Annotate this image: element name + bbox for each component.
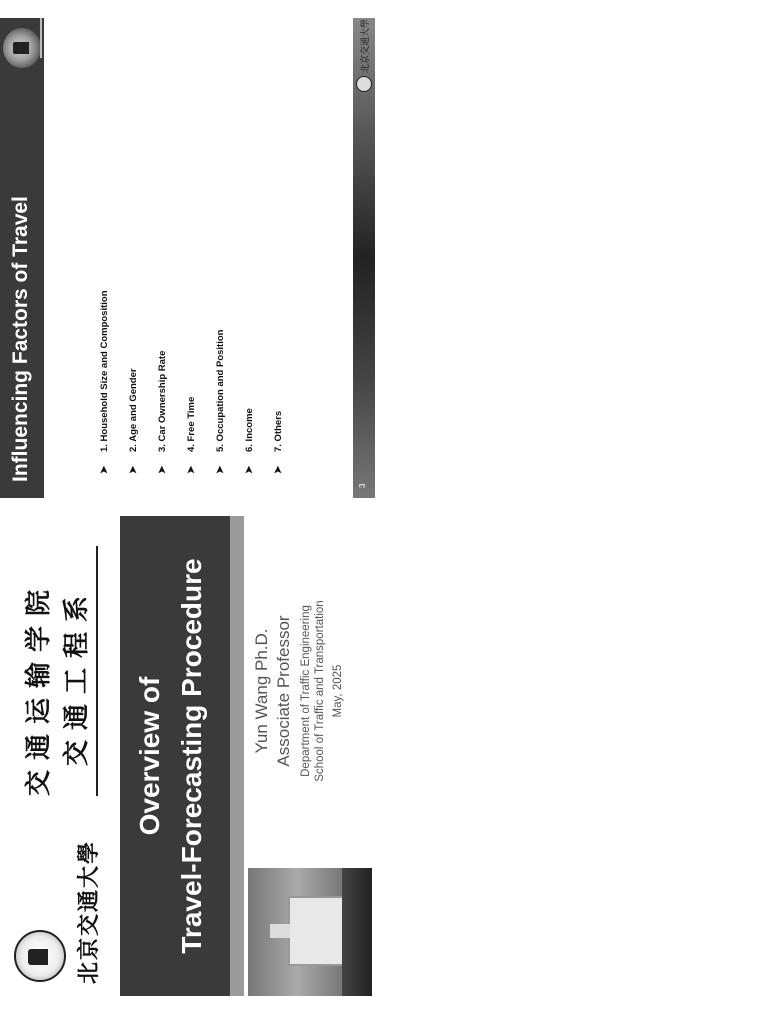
footer-logo-text: 北京交通大學 (360, 18, 371, 73)
list-item: ➤ 1. Household Size and Composition (99, 290, 110, 474)
arrow-bullet-icon: ➤ (215, 465, 226, 474)
list-item: ➤ 4. Free Time (186, 396, 197, 474)
building-shape (288, 896, 346, 966)
arrow-bullet-icon: ➤ (244, 465, 255, 474)
department-name-cn: 交通工程系 (62, 585, 92, 766)
university-seal-icon (14, 930, 66, 982)
author-school: School of Traffic and Transportation (314, 600, 326, 782)
list-item: ➤ 5. Occupation and Position (215, 329, 226, 474)
arrow-bullet-icon: ➤ (273, 465, 284, 474)
arrow-bullet-icon: ➤ (186, 465, 197, 474)
slide-3-content (0, 18, 375, 498)
title-bar (0, 18, 44, 498)
arrow-bullet-icon: ➤ (99, 465, 110, 474)
list-item: ➤ 6. Income (244, 408, 255, 474)
presentation-date: May, 2025 (332, 664, 344, 718)
footer-logo (356, 18, 372, 92)
university-name-calligraphy: 北京交通大學 (76, 839, 102, 984)
slide-1 (0, 516, 375, 996)
author-rank: Associate Professor (274, 615, 293, 767)
campus-emblem-icon (3, 28, 41, 68)
slide-title-line2: Travel-Forecasting Procedure (176, 558, 207, 954)
list-item: ➤ 7. Others (273, 410, 284, 474)
campus-photo (248, 868, 372, 996)
cover-header (0, 516, 110, 996)
list-item: ➤ 3. Car Ownership Rate (157, 350, 168, 474)
slide-title: Influencing Factors of Travel (9, 196, 32, 482)
accent-strip (230, 516, 244, 996)
trees-shape (342, 868, 372, 996)
author-block (252, 526, 344, 856)
author-name: Yun Wang Ph.D. (252, 628, 271, 754)
arrow-bullet-icon: ➤ (157, 465, 168, 474)
footer-seal-icon (356, 76, 372, 92)
slide-title-line1: Overview of (134, 676, 165, 836)
author-department: Department of Traffic Engineering (300, 605, 312, 777)
factor-list (90, 290, 293, 474)
school-name-cn: 交通运输学院 (24, 579, 54, 796)
page-number: 3 (358, 483, 367, 488)
header-divider (96, 546, 98, 796)
arrow-bullet-icon: ➤ (128, 465, 139, 474)
title-rule (40, 18, 42, 58)
list-item: ➤ 2. Age and Gender (128, 368, 139, 474)
title-band (120, 516, 230, 996)
